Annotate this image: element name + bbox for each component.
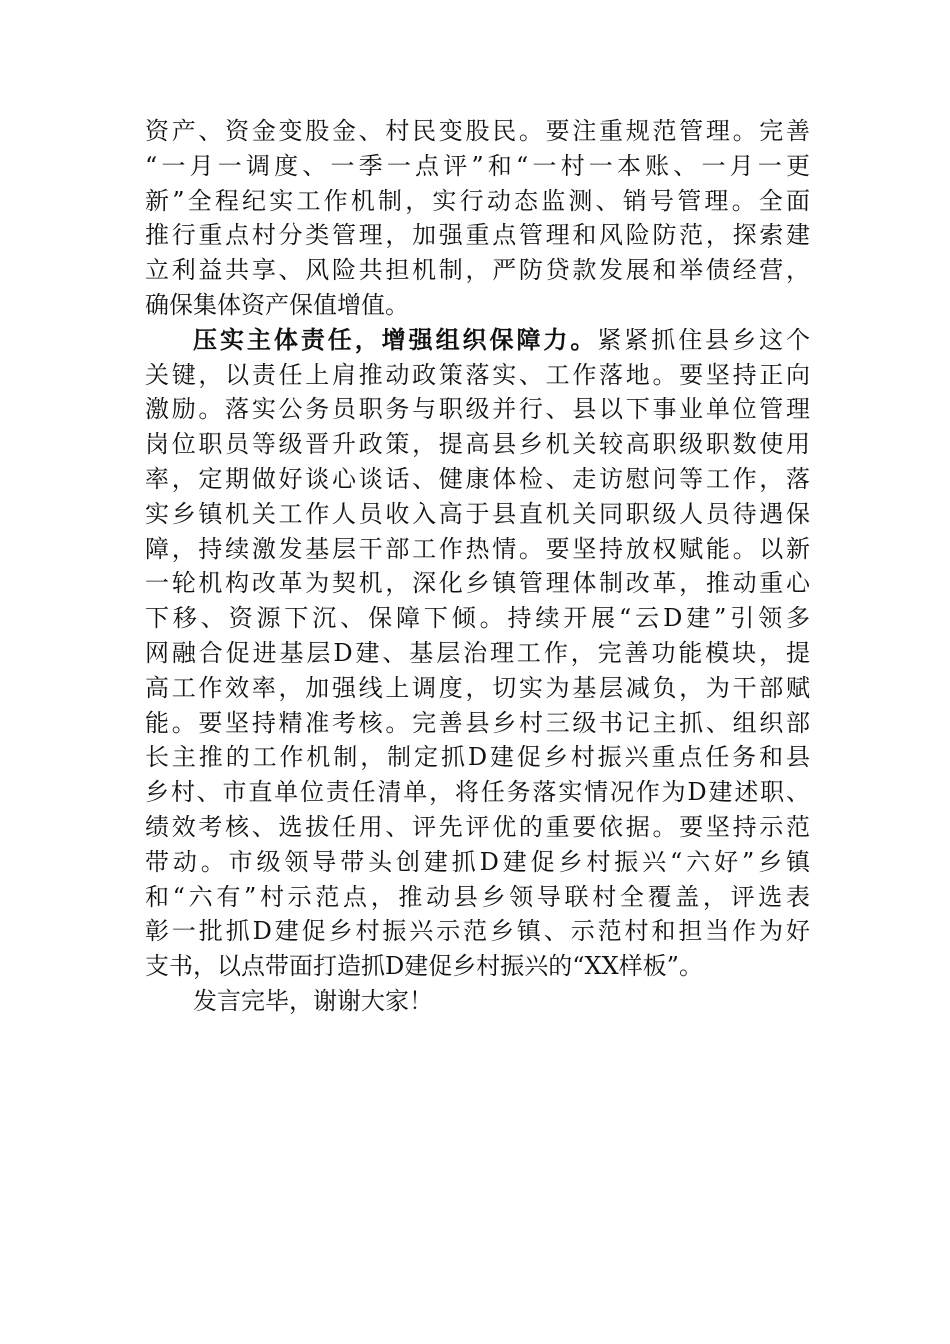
body-line: 能。要坚持精准考核。完善县乡村三级书记主抓、组织部 (145, 708, 810, 737)
body-line: “一月一调度、一季一点评”和“一村一本账、一月一更 (145, 151, 810, 180)
body-line: 长主推的工作机制，制定抓D建促乡村振兴重点任务和县 (145, 743, 810, 772)
body-line: 带动。市级领导带头创建抓D建促乡村振兴“六好”乡镇 (145, 847, 810, 876)
body-line: 岗位职员等级晋升政策，提高县乡机关较高职级职数使用 (145, 430, 810, 459)
body-line: 下移、资源下沉、保障下倾。持续开展“云D建”引领多 (145, 604, 810, 633)
body-line: 彰一批抓D建促乡村振兴示范乡镇、示范村和担当作为好 (145, 917, 810, 946)
body-line: 网融合促进基层D建、基层治理工作，完善功能模块，提 (145, 638, 810, 667)
body-line: 乡村、市直单位责任清单，将任务落实情况作为D建述职、 (145, 778, 810, 807)
section-heading: 压实主体责任，增强组织保障力。 (193, 324, 598, 354)
body-line: 一轮机构改革为契机，深化乡镇管理体制改革，推动重心 (145, 569, 810, 598)
body-line: 立利益共享、风险共担机制，严防贷款发展和举债经营， (145, 256, 810, 285)
paragraph-first-line (145, 323, 810, 358)
body-line: 率，定期做好谈心谈话、健康体检、走访慰问等工作，落 (145, 464, 810, 493)
body-line: 推行重点村分类管理，加强重点管理和风险防范，探索建 (145, 221, 810, 250)
body-text: 紧紧抓住县乡这个 (597, 325, 811, 354)
body-line: 激励。落实公务员职务与职级并行、县以下事业单位管理 (145, 395, 810, 424)
body-line: 高工作效率，加强线上调度，切实为基层减负，为干部赋 (145, 673, 810, 702)
body-line: 障，持续激发基层干部工作热情。要坚持放权赋能。以新 (145, 534, 810, 563)
body-line: 确保集体资产保值增值。 (145, 290, 409, 319)
body-line: 绩效考核、选拔任用、评先评优的重要依据。要坚持示范 (145, 812, 810, 841)
body-line: 支书，以点带面打造抓D建促乡村振兴的“XX样板”。 (145, 952, 703, 981)
body-line: 关键，以责任上肩推动政策落实、工作落地。要坚持正向 (145, 360, 810, 389)
body-line: 新”全程纪实工作机制，实行动态监测、销号管理。全面 (145, 186, 810, 215)
body-line: 资产、资金变股金、村民变股民。要注重规范管理。完善 (145, 117, 810, 145)
closing-line: 发言完毕，谢谢大家！ (193, 986, 433, 1015)
body-line: 和“六有”村示范点，推动县乡领导联村全覆盖，评选表 (145, 882, 810, 911)
body-line: 实乡镇机关工作人员收入高于县直机关同职级人员待遇保 (145, 499, 810, 528)
document-body (145, 114, 810, 1019)
